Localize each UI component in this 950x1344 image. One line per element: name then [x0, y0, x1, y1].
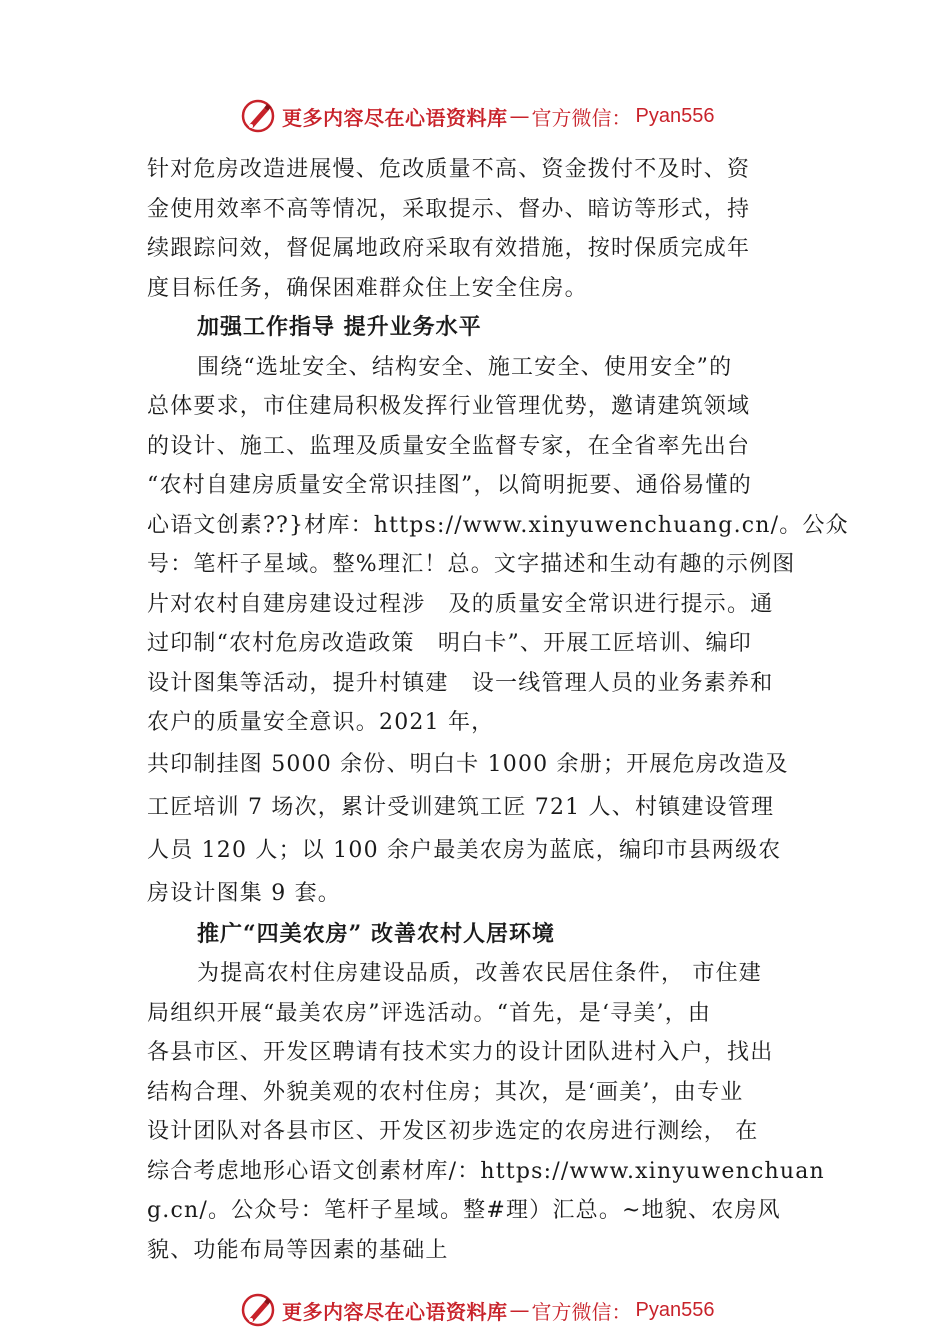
paragraph-line: 度目标任务，确保困难群众住上安全住房。 [147, 275, 588, 301]
banner-content [240, 96, 714, 136]
banner-separator: — [509, 104, 530, 128]
paragraph-line: 续跟踪问效，督促属地政府采取有效措施，按时保质完成年 [147, 236, 751, 261]
paragraph-line: 工匠培训 7 场次，累计受训建筑工匠 721 人、村镇建设管理 [147, 794, 775, 820]
section-heading: 加强工作指导 提升业务水平 [197, 314, 482, 340]
paragraph-line: 设计团队对各县市区、开发区初步选定的农房进行测绘， 在 [147, 1119, 759, 1144]
paragraph-line: g.cn/。公众号：笔杆子星域。整#理）汇总。~地貌、农房风 [147, 1198, 781, 1223]
banner-content [240, 1290, 714, 1330]
banner-separator: — [509, 1298, 530, 1322]
banner-title: 更多内容尽在心语资料库 [282, 105, 508, 130]
paragraph-line: 的设计、施工、监理及质量安全监督专家，在全省率先出台 [147, 433, 751, 459]
document-body [147, 150, 849, 1270]
paragraph-line: 片对农村自建房建设过程涉 及的质量安全常识进行提示。通 [147, 591, 774, 617]
paragraph-line: “农村自建房质量安全常识挂图”，以简明扼要、通俗易懂的 [147, 473, 752, 498]
footer-banner [0, 1290, 950, 1330]
paragraph-line: 号：笔杆子星域。整%理汇！总。文字描述和生动有趣的示例图 [147, 552, 796, 577]
header-banner [0, 96, 950, 136]
paragraph-line: 金使用效率不高等情况，采取提示、督办、暗访等形式，持 [147, 196, 751, 222]
paragraph-line: 设计图集等活动，提升村镇建 设一线管理人员的业务素养和 [147, 670, 774, 696]
pen-logo-icon [240, 1292, 276, 1328]
paragraph-line: 为提高农村住房建设品质，改善农民居住条件， 市住建 [197, 961, 762, 986]
paragraph-line: 结构合理、外貌美观的农村住房；其次，是‘画美’，由专业 [147, 1079, 744, 1105]
paragraph-line: 围绕“选址安全、结构安全、施工安全、使用安全”的 [197, 354, 733, 380]
paragraph-line: 总体要求，市住建局积极发挥行业管理优势，邀请建筑领域 [147, 394, 751, 419]
banner-title: 更多内容尽在心语资料库 [282, 1299, 508, 1324]
banner-wechat-id: Pyan556 [635, 104, 715, 127]
paragraph-line: 局组织开展“最美农房”评选活动。“首先，是‘寻美’，由 [147, 1000, 712, 1026]
paragraph-line: 过印制“农村危房改造政策 明白卡”、开展工匠培训、编印 [147, 631, 752, 656]
paragraph-line: 人员 120 人；以 100 余户最美农房为蓝底，编印市县两级农 [147, 837, 782, 863]
banner-official-label: 官方微信： [531, 1299, 632, 1324]
paragraph-line: 房设计图集 9 套。 [147, 880, 341, 906]
pen-logo-icon [240, 98, 276, 134]
paragraph-line: 共印制挂图 5000 余份、明白卡 1000 余册；开展危房改造及 [147, 751, 789, 777]
section-heading: 推广“四美农房” 改善农村人居环境 [197, 920, 555, 947]
paragraph-line: 针对危房改造进展慢、危改质量不高、资金拨付不及时、资 [147, 157, 751, 182]
paragraph-line: 农户的质量安全意识。2021 年， [147, 710, 495, 735]
paragraph-line: 各县市区、开发区聘请有技术实力的设计团队进村入户，找出 [147, 1040, 774, 1065]
paragraph-line: 心语文创素??}材库：https://www.xinyuwenchuang.cn/。公众 [147, 512, 849, 538]
paragraph-line: 综合考虑地形心语文创素材库/：https://www.xinyuwenchuan [147, 1158, 825, 1184]
banner-wechat-id: Pyan556 [635, 1298, 715, 1321]
banner-official-label: 官方微信： [531, 105, 632, 130]
paragraph-line: 貌、功能布局等因素的基础上 [147, 1237, 449, 1263]
